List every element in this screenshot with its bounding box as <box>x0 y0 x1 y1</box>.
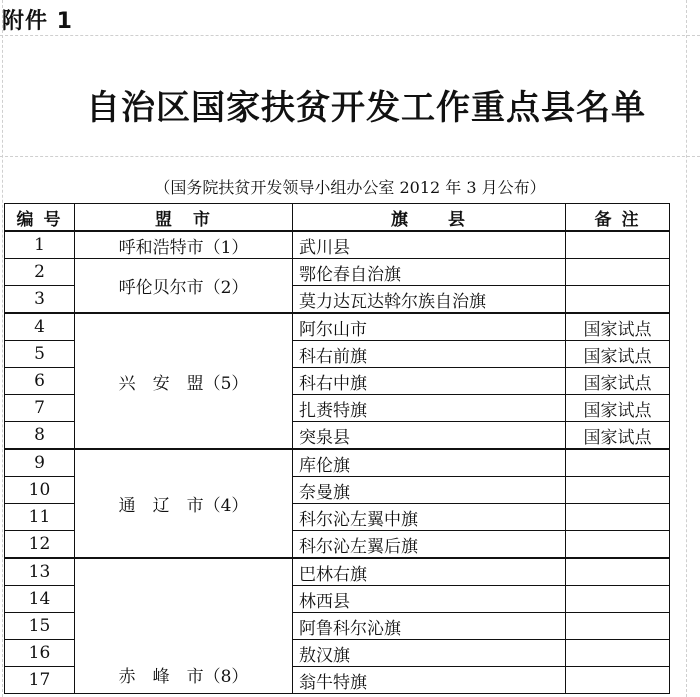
page-frame-right <box>686 0 687 697</box>
county-cell: 科尔沁左翼后旗 <box>293 531 566 559</box>
county-list-table <box>4 203 670 694</box>
row-number: 8 <box>5 422 75 450</box>
county-cell: 阿尔山市 <box>293 313 566 341</box>
table-header-row <box>5 204 670 232</box>
column-header-county: 旗 县 <box>293 204 566 232</box>
note-cell <box>566 640 670 667</box>
county-cell: 莫力达瓦达斡尔族自治旗 <box>293 286 566 314</box>
row-number: 11 <box>5 504 75 531</box>
table-row <box>5 449 670 477</box>
row-number: 3 <box>5 286 75 314</box>
county-cell: 敖汉旗 <box>293 640 566 667</box>
table-row <box>5 313 670 341</box>
note-cell <box>566 504 670 531</box>
column-header-city: 盟 市 <box>75 204 293 232</box>
county-cell: 巴林右旗 <box>293 558 566 586</box>
county-cell: 阿鲁科尔沁旗 <box>293 613 566 640</box>
city-cell: 呼和浩特市（1） <box>75 231 293 259</box>
note-cell <box>566 667 670 694</box>
county-cell: 扎赉特旗 <box>293 395 566 422</box>
page-frame-line-top <box>0 35 700 36</box>
row-number: 10 <box>5 477 75 504</box>
row-number: 4 <box>5 313 75 341</box>
county-cell: 科尔沁左翼中旗 <box>293 504 566 531</box>
row-number: 13 <box>5 558 75 586</box>
county-cell: 林西县 <box>293 586 566 613</box>
row-number: 7 <box>5 395 75 422</box>
row-number: 12 <box>5 531 75 559</box>
row-number: 6 <box>5 368 75 395</box>
note-cell <box>566 286 670 314</box>
note-cell: 国家试点 <box>566 341 670 368</box>
column-header-number: 编 号 <box>5 204 75 232</box>
county-cell: 科右前旗 <box>293 341 566 368</box>
row-number: 2 <box>5 259 75 286</box>
county-cell: 科右中旗 <box>293 368 566 395</box>
note-cell <box>566 531 670 559</box>
county-cell: 突泉县 <box>293 422 566 450</box>
note-cell: 国家试点 <box>566 313 670 341</box>
row-number: 5 <box>5 341 75 368</box>
page-frame-line-mid <box>0 156 700 157</box>
row-number: 1 <box>5 231 75 259</box>
city-cell: 赤 峰 市（8） <box>75 558 293 694</box>
table-row <box>5 259 670 286</box>
note-cell <box>566 259 670 286</box>
row-number: 14 <box>5 586 75 613</box>
row-number: 17 <box>5 667 75 694</box>
note-cell: 国家试点 <box>566 368 670 395</box>
county-cell: 翁牛特旗 <box>293 667 566 694</box>
row-number: 9 <box>5 449 75 477</box>
document-title: 自治区国家扶贫开发工作重点县名单 <box>86 88 646 128</box>
page-frame-left <box>2 0 3 697</box>
document-subtitle: （国务院扶贫开发领导小组办公室 2012 年 3 月公布） <box>154 178 546 197</box>
county-cell: 奈曼旗 <box>293 477 566 504</box>
county-cell: 鄂伦春自治旗 <box>293 259 566 286</box>
county-cell: 库伦旗 <box>293 449 566 477</box>
note-cell <box>566 586 670 613</box>
city-cell: 呼伦贝尔市（2） <box>75 259 293 314</box>
note-cell <box>566 231 670 259</box>
note-cell: 国家试点 <box>566 395 670 422</box>
row-number: 15 <box>5 613 75 640</box>
row-number: 16 <box>5 640 75 667</box>
column-header-note: 备 注 <box>566 204 670 232</box>
attachment-label: 附件 1 <box>2 9 73 34</box>
note-cell <box>566 477 670 504</box>
note-cell <box>566 558 670 586</box>
city-cell: 兴 安 盟（5） <box>75 313 293 449</box>
note-cell <box>566 613 670 640</box>
city-cell: 通 辽 市（4） <box>75 449 293 558</box>
table-row <box>5 231 670 259</box>
note-cell: 国家试点 <box>566 422 670 450</box>
county-cell: 武川县 <box>293 231 566 259</box>
table-row <box>5 558 670 586</box>
note-cell <box>566 449 670 477</box>
